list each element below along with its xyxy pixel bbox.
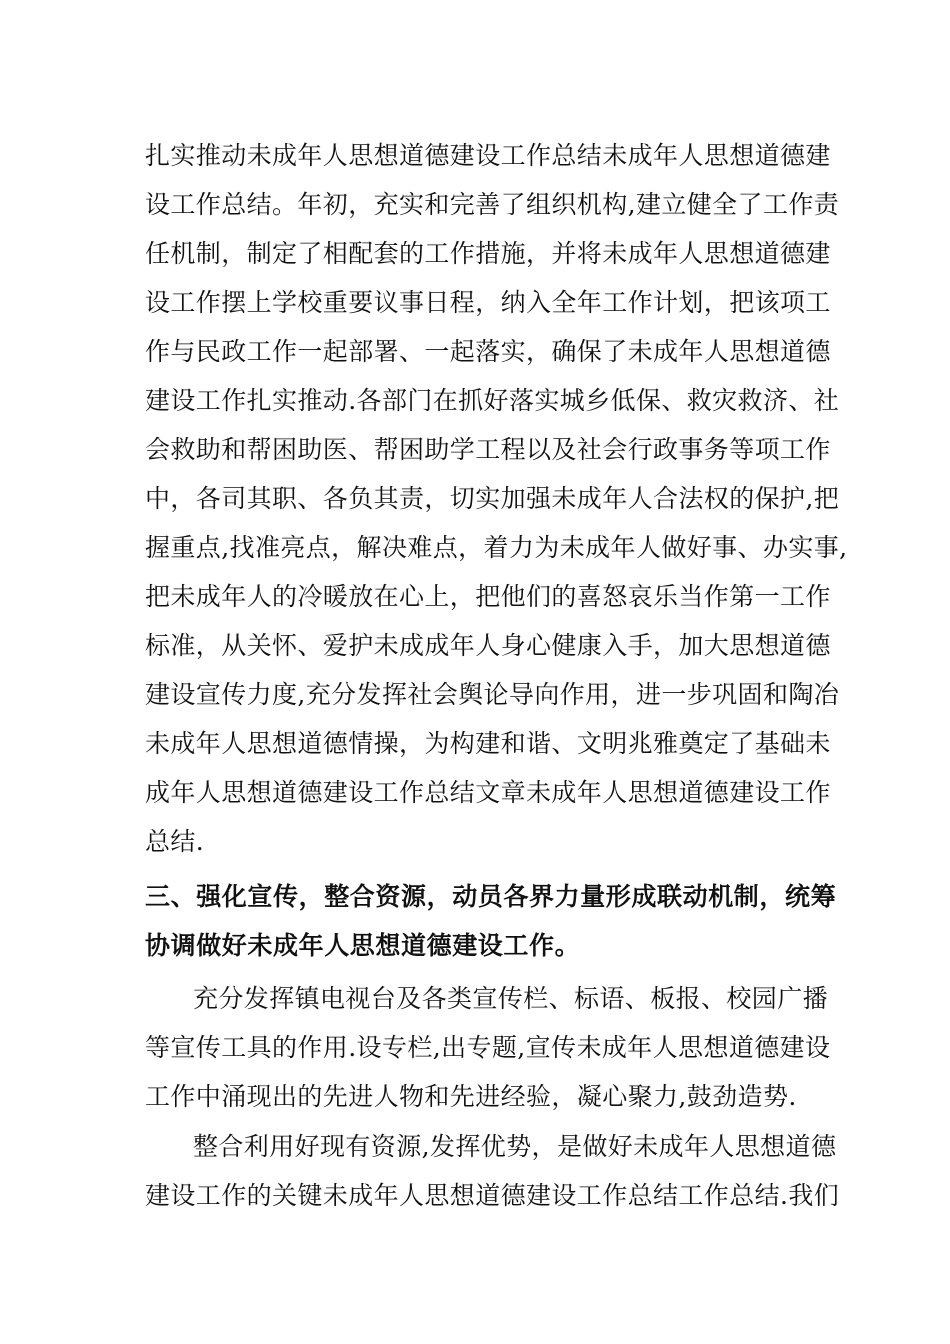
text-line: 工作中涌现出的先进人物和先进经验，凝心聚力,鼓劲造势.	[145, 1082, 797, 1111]
text-line: 会救助和帮困助医、帮困助学工程以及社会行政事务等项工作	[145, 435, 831, 464]
text-line: 整合利用好现有资源,发挥优势，是做好未成年人思想道德	[193, 1132, 837, 1161]
text-line: 作与民政工作一起部署、一起落实，确保了未成年人思想道德	[145, 337, 831, 366]
body-paragraph-2	[145, 974, 831, 1121]
text-line: 等宣传工具的作用.设专栏,出专题,宣传未成年人思想道德建设	[145, 1033, 831, 1062]
body-paragraph-1	[145, 131, 848, 866]
text-line: 未成年人思想道德情操，为构建和谐、文明兆雅奠定了基础未	[145, 729, 831, 758]
text-line: 握重点,找准亮点，解决难点，着力为未成年人做好事、办实事,	[145, 533, 848, 562]
text-line: 建设工作的关键未成年人思想道德建设工作总结工作总结.我们	[145, 1181, 840, 1210]
text-line: 中，各司其职、各负其责，切实加强未成年人合法权的保护,把	[145, 484, 840, 513]
text-line: 设工作摆上学校重要议事日程，纳入全年工作计划，把该项工	[145, 288, 831, 317]
text-line: 成年人思想道德建设工作总结文章未成年人思想道德建设工作	[145, 778, 831, 807]
heading-line: 协调做好未成年人思想道德建设工作。	[145, 931, 581, 960]
text-line: 充分发挥镇电视台及各类宣传栏、标语、板报、校园广播	[193, 984, 829, 1013]
text-line: 建设宣传力度,充分发挥社会舆论导向作用，进一步巩固和陶冶	[145, 680, 840, 709]
text-line: 建设工作扎实推动.各部门在抓好落实城乡低保、救灾救济、社	[145, 386, 840, 415]
section-heading	[145, 872, 837, 970]
body-paragraph-3	[145, 1122, 840, 1220]
text-line: 任机制，制定了相配套的工作措施，并将未成年人思想道德建	[145, 239, 831, 268]
text-line: 扎实推动未成年人思想道德建设工作总结未成年人思想道德建	[145, 141, 831, 170]
text-line: 设工作总结。年初，充实和完善了组织机构,建立健全了工作责	[145, 190, 840, 219]
text-line: 总结.	[145, 827, 205, 856]
heading-line: 三、强化宣传，整合资源，动员各界力量形成联动机制，统筹	[145, 882, 837, 911]
text-line: 把未成年人的冷暖放在心上，把他们的喜怒哀乐当作第一工作	[145, 582, 831, 611]
text-line: 标准，从关怀、爱护未成成年人身心健康入手，加大思想道德	[145, 631, 831, 660]
